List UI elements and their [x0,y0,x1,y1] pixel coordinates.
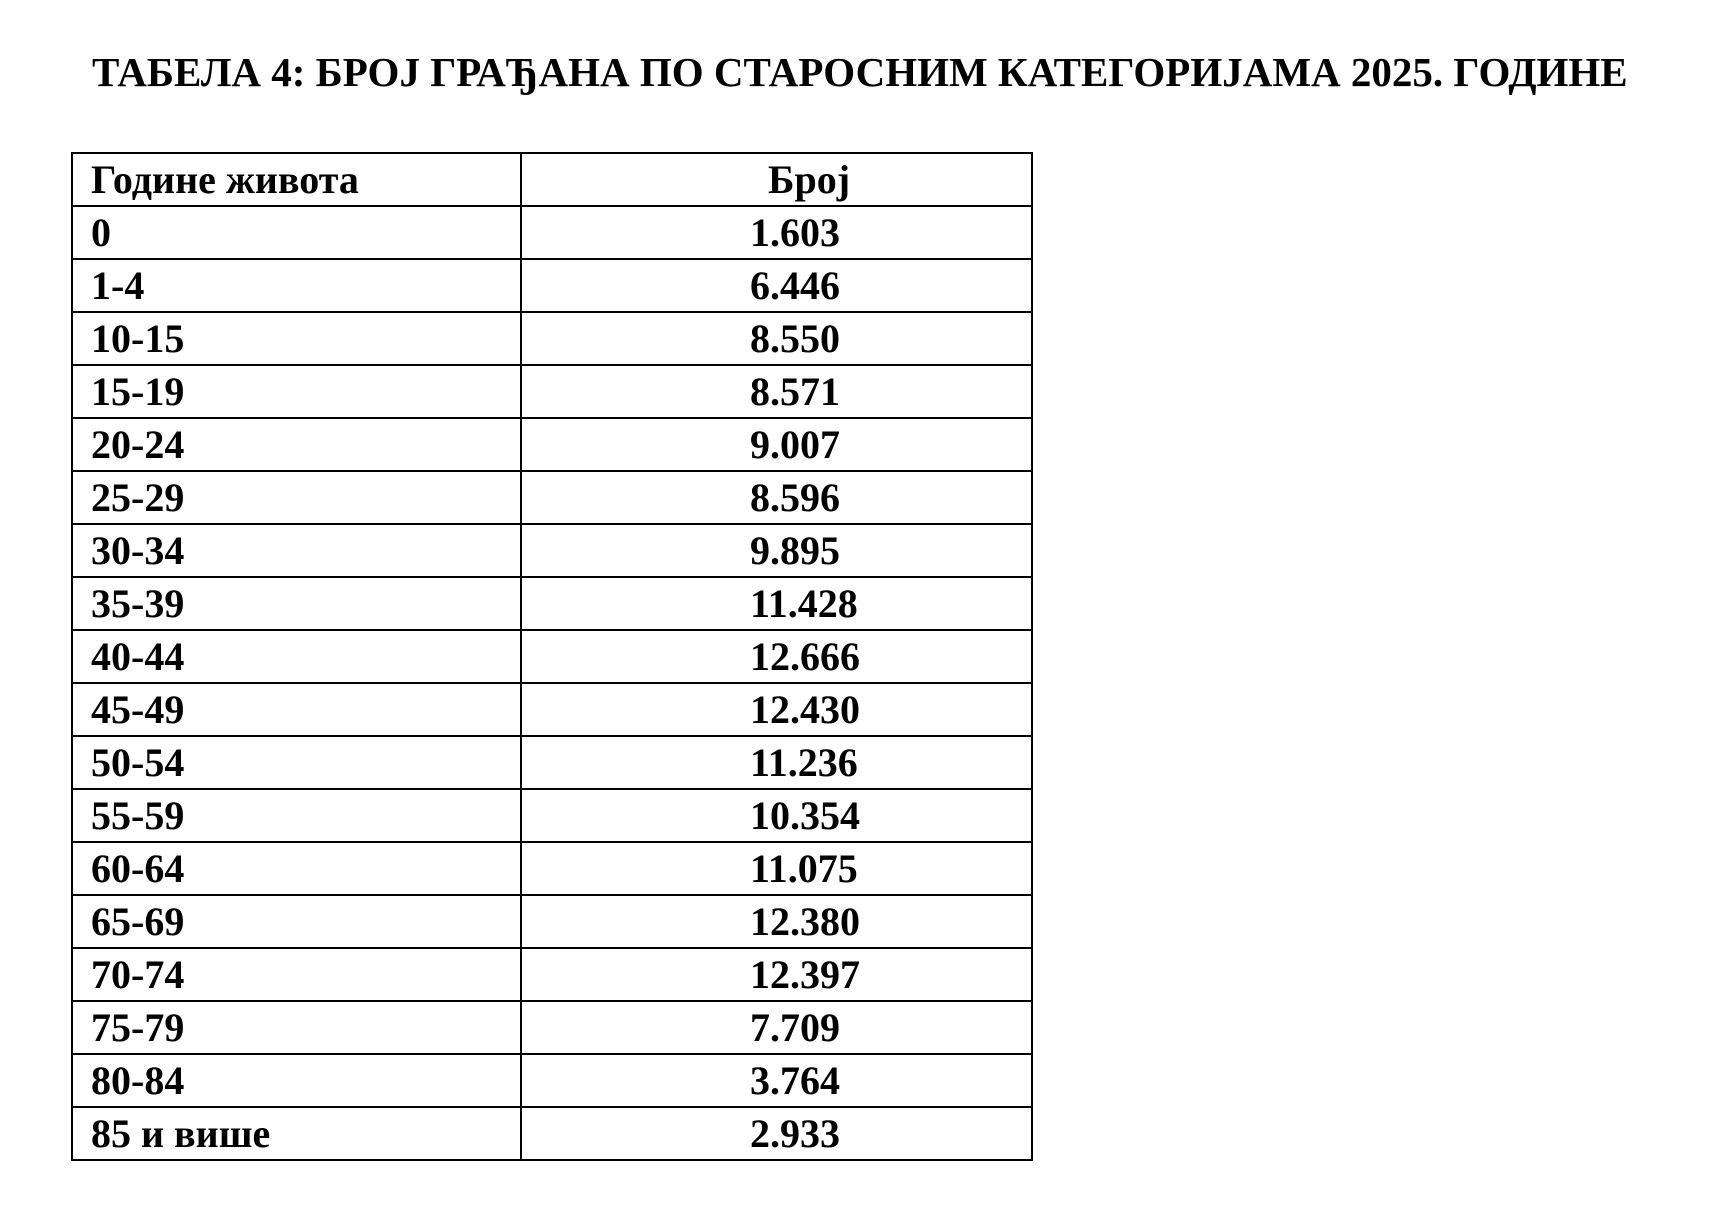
table-header [72,153,1032,206]
table-row [72,895,1032,948]
population-count-cell: 12.380 [521,895,1032,948]
table-row [72,789,1032,842]
population-count-cell: 8.596 [521,471,1032,524]
age-group-cell: 55-59 [72,789,521,842]
population-count-cell: 11.428 [521,577,1032,630]
age-group-cell: 75-79 [72,1001,521,1054]
population-count-cell: 12.397 [521,948,1032,1001]
table-row [72,524,1032,577]
table-row [72,948,1032,1001]
population-count-cell: 8.550 [521,312,1032,365]
age-group-cell: 45-49 [72,683,521,736]
population-count-cell: 11.236 [521,736,1032,789]
age-group-cell: 20-24 [72,418,521,471]
population-count-cell: 6.446 [521,259,1032,312]
age-population-table [71,152,1033,1161]
population-count-cell: 2.933 [521,1107,1032,1160]
table-row [72,1001,1032,1054]
table-title: ТАБЕЛА 4: БРОЈ ГРАЂАНА ПО СТАРОСНИМ КАТЕГОРИЈАМА 2025. ГОДИНЕ [92,49,1628,95]
age-group-cell: 50-54 [72,736,521,789]
table-row [72,577,1032,630]
table-row [72,365,1032,418]
population-count-cell: 1.603 [521,206,1032,259]
population-count-cell: 12.430 [521,683,1032,736]
population-count-cell: 11.075 [521,842,1032,895]
table-row [72,736,1032,789]
column-header-count: Број [521,153,1032,206]
age-group-cell: 70-74 [72,948,521,1001]
table-row [72,471,1032,524]
table-row [72,312,1032,365]
population-count-cell: 9.007 [521,418,1032,471]
table-row [72,842,1032,895]
table-row [72,630,1032,683]
population-count-cell: 8.571 [521,365,1032,418]
population-count-cell: 12.666 [521,630,1032,683]
table-row [72,418,1032,471]
population-count-cell: 9.895 [521,524,1032,577]
table-row [72,259,1032,312]
age-group-cell: 30-34 [72,524,521,577]
table-row [72,1107,1032,1160]
population-count-cell: 7.709 [521,1001,1032,1054]
age-group-cell: 35-39 [72,577,521,630]
age-group-cell: 10-15 [72,312,521,365]
population-count-cell: 10.354 [521,789,1032,842]
age-group-cell: 15-19 [72,365,521,418]
age-group-cell: 40-44 [72,630,521,683]
age-group-cell: 60-64 [72,842,521,895]
table-body [72,206,1032,1160]
age-group-cell: 85 и више [72,1107,521,1160]
column-header-age: Године живота [72,153,521,206]
age-group-cell: 0 [72,206,521,259]
age-group-cell: 80-84 [72,1054,521,1107]
age-group-cell: 1-4 [72,259,521,312]
age-group-cell: 65-69 [72,895,521,948]
table-row [72,1054,1032,1107]
table-row [72,683,1032,736]
age-group-cell: 25-29 [72,471,521,524]
header-row [72,153,1032,206]
population-count-cell: 3.764 [521,1054,1032,1107]
table-row [72,206,1032,259]
